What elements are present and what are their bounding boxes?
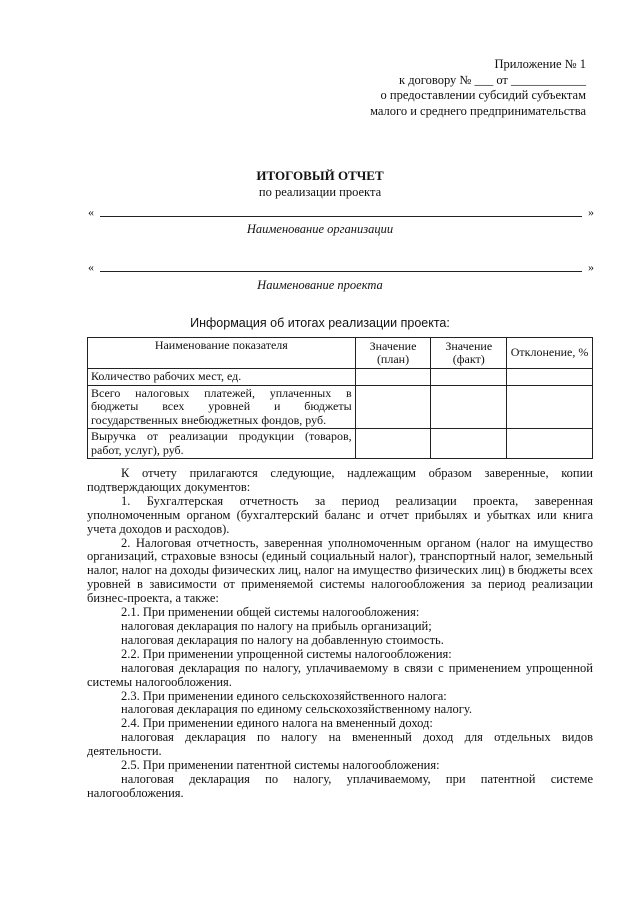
header-fact: Значение (факт) bbox=[431, 338, 507, 369]
item-2-3-heading: 2.3. При применении единого сельскохозяйственного налога: bbox=[121, 688, 447, 703]
appendix-subject-line2: малого и среднего предпринимательства bbox=[370, 103, 586, 118]
table-row bbox=[88, 369, 593, 386]
organization-caption: Наименование организации bbox=[246, 222, 394, 236]
fill-in-rule bbox=[100, 271, 582, 272]
item-2-5-declaration: налоговая декларация по налогу, уплачиваемому, при патентной системе налогообложения. bbox=[87, 771, 593, 800]
attachments-intro: К отчету прилагаются следующие, надлежащим образом заверенные, копии подтверждающих документов: bbox=[87, 466, 593, 494]
report-subtitle: по реализации проекта bbox=[258, 185, 382, 199]
appendix-header bbox=[340, 57, 586, 119]
appendix-subject-line1: о предоставлении субсидий субъектам bbox=[380, 88, 586, 102]
item-2-1-heading: 2.1. При применении общей системы налогообложения: bbox=[121, 605, 420, 620]
cell-fact[interactable] bbox=[431, 429, 507, 459]
cell-deviation[interactable] bbox=[507, 369, 593, 386]
cell-indicator: Всего налоговых платежей, уплаченных в бюджеты всех уровней и бюджеты государственных внебюджетных фондов, руб. bbox=[88, 385, 356, 429]
fill-in-rule bbox=[100, 216, 582, 217]
item-2-4-declaration: налоговая декларация по налогу на вмененный доход для отдельных видов деятельности. bbox=[87, 730, 593, 759]
open-quote: « bbox=[88, 205, 94, 219]
item-2-4-heading: 2.4. При применении единого налога на вмененный доход: bbox=[121, 716, 433, 731]
appendix-contract-ref: к договору № ___ от ____________ bbox=[399, 72, 586, 87]
header-deviation: Отклонение, % bbox=[507, 338, 593, 369]
item-2-5-heading: 2.5. При применении патентной системы налогообложения: bbox=[121, 758, 440, 773]
organization-name-field[interactable] bbox=[88, 205, 594, 219]
item-2-2-heading: 2.2. При применении упрощенной системы налогообложения: bbox=[121, 646, 452, 661]
header-plan: Значение (план) bbox=[355, 338, 431, 369]
close-quote: » bbox=[588, 205, 594, 219]
open-quote: « bbox=[88, 260, 94, 274]
table-row bbox=[88, 429, 593, 459]
item-2-1-profit-tax: налоговая декларация по налогу на прибыль организаций; bbox=[121, 618, 432, 633]
cell-deviation[interactable] bbox=[507, 429, 593, 459]
cell-deviation[interactable] bbox=[507, 385, 593, 429]
table-header-row bbox=[88, 338, 593, 369]
cell-indicator: Выручка от реализации продукции (товаров, работ, услуг), руб. bbox=[88, 429, 356, 459]
report-title: ИТОГОВЫЙ ОТЧЕТ bbox=[256, 168, 384, 183]
table-row bbox=[88, 385, 593, 429]
header-indicator: Наименование показателя bbox=[88, 338, 356, 369]
attachments-list bbox=[87, 467, 593, 801]
item-1-accounting: 1. Бухгалтерская отчетность за период реализации проекта, заверенная уполномоченным органом (бухгалтерский баланс и отчет прибылях и убытках или книга учета доходов и расходов). bbox=[87, 493, 593, 536]
table-caption: Информация об итогах реализации проекта: bbox=[190, 316, 450, 330]
results-table bbox=[87, 337, 593, 459]
project-caption: Наименование проекта bbox=[257, 278, 383, 292]
cell-plan[interactable] bbox=[355, 385, 431, 429]
cell-indicator: Количество рабочих мест, ед. bbox=[88, 369, 356, 386]
appendix-number: Приложение № 1 bbox=[494, 57, 586, 71]
item-2-2-declaration: налоговая декларация по налогу, уплачиваемому в связи с применением упрощенной системы налогообложения. bbox=[87, 660, 593, 689]
project-name-field[interactable] bbox=[88, 260, 594, 274]
item-2-3-declaration: налоговая декларация по единому сельскохозяйственному налогу. bbox=[121, 702, 473, 717]
cell-plan[interactable] bbox=[355, 429, 431, 459]
cell-fact[interactable] bbox=[431, 385, 507, 429]
cell-plan[interactable] bbox=[355, 369, 431, 386]
cell-fact[interactable] bbox=[431, 369, 507, 386]
close-quote: » bbox=[588, 260, 594, 274]
item-2-1-vat: налоговая декларация по налогу на добавленную стоимость. bbox=[121, 632, 444, 647]
item-2-tax-reporting: 2. Налоговая отчетность, заверенная уполномоченным органом (налог на имущество организаций, страховые взносы (единый социальный налог), транспортный налог, земельный налог, налог на доходы физических лиц, налог на имущество физических лиц) в бюджеты всех уровней в зависимости от применяемой системы налогообложения за период реализации бизнес-проекта, а также: bbox=[87, 535, 593, 606]
